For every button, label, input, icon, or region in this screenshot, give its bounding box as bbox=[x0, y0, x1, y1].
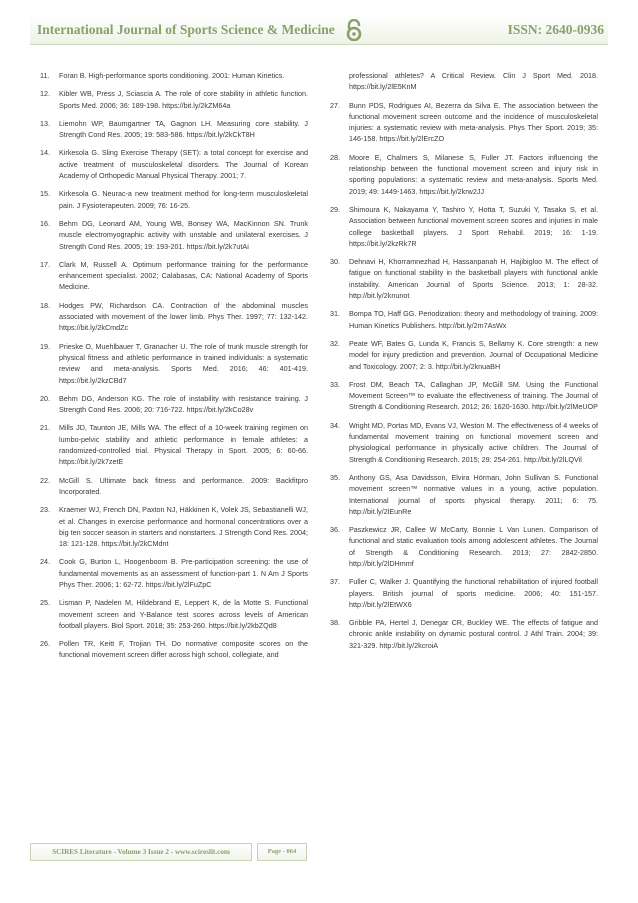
reference-item bbox=[40, 259, 308, 293]
reference-number: 20. bbox=[40, 393, 50, 403]
reference-number: 12. bbox=[40, 89, 50, 99]
reference-text: Frost DM, Beach TA, Callaghan JP, McGill SM. Using the Functional Movement Screen™ to evaluate the effectiveness of training. The Journal of Strength & Conditioning Research. 2012; 26: 1620-1630. http://bit.ly/2lMeUOP bbox=[349, 379, 598, 412]
reference-number: 31. bbox=[330, 309, 340, 319]
open-access-icon bbox=[345, 19, 363, 41]
reference-number: 16. bbox=[40, 218, 50, 228]
reference-text: Liemohn WP, Baumgartner TA, Gagnon LH. Measuring core stability. J Strength Cond Res. 2005; 19: 583-586. https://bit.ly/2kCkT8H bbox=[59, 118, 308, 140]
reference-item bbox=[40, 504, 308, 549]
reference-number: 19. bbox=[40, 341, 50, 351]
reference-number: 15. bbox=[40, 189, 50, 199]
reference-text: Moore E, Chalmers S, Milanese S, Fuller JT. Factors influencing the relationship between the functional movement screen and injury risk in sporting populations: a systematic review and meta-analysis. Sports Med. 2019; 49: 1449-1463. https://bit.ly/2krw2JJ bbox=[349, 152, 598, 196]
reference-number: 33. bbox=[330, 379, 340, 389]
reference-number: 28. bbox=[330, 152, 340, 162]
reference-item bbox=[330, 204, 598, 249]
reference-number: 21. bbox=[40, 423, 50, 433]
reference-number: 13. bbox=[40, 118, 50, 128]
reference-text: Shimoura K, Nakayama Y, Tashiro Y, Hotta T, Suzuki Y, Tasaka S, et al. Association between functional movement screen scores and injuries in male college basketball players. J Sport Rehabil. 2019; 16: 1-19. https://bit.ly/2kzRk7R bbox=[349, 204, 598, 248]
journal-title: International Journal of Sports Science & Medicine bbox=[37, 22, 335, 37]
footer-publisher: SCIRES Literature - Volume 3 Issue 2 - www.scireslit.com bbox=[30, 843, 252, 861]
reference-item bbox=[330, 308, 598, 331]
reference-item bbox=[40, 597, 308, 631]
reference-item bbox=[330, 472, 598, 517]
reference-text: Behm DG, Leonard AM, Young WB, Bonsey WA, MacKinnon SN. Trunk muscle electromyographic activity with unstable and unilateral exercises. J Strength Cond Res. 2005; 19: 193-201. https://bit.ly/2k7utAi bbox=[59, 218, 308, 251]
reference-number: 26. bbox=[40, 639, 50, 649]
reference-text: Kraemer WJ, French DN, Paxton NJ, Häkkinen K, Volek JS, Sebastianelli WJ, et al. Changes in exercise performance and hormonal concentrations over a big ten soccer season in starters and nonstarters. J Strength Cond Res. 2004; 18: 121-128. https://bit.ly/2kCMdnt bbox=[59, 505, 308, 549]
reference-number: 37. bbox=[330, 577, 340, 587]
reference-number: 27. bbox=[330, 100, 340, 110]
reference-text: Pollen TR, Keitt F, Trojian TH. Do normative composite scores on the functional movement screen differ across high school, collegiate, and bbox=[59, 639, 308, 660]
reference-number: 23. bbox=[40, 505, 50, 515]
reference-number: 22. bbox=[40, 475, 50, 485]
reference-text: Bompa TO, Haff GG. Periodization: theory and methodology of training. 2009: Human Kinetics Publishers. http://bit.ly/2m7AsWx bbox=[349, 309, 598, 330]
reference-item bbox=[40, 556, 308, 590]
reference-item bbox=[330, 379, 598, 413]
reference-text: professional athletes? A Critical Review. Clin J Sport Med. 2018. https://bit.ly/2lE5KnM bbox=[349, 71, 598, 92]
reference-text: Cook G, Burton L, Hoogenboom B. Pre-participation screening: the use of fundamental movements as an assessment of function-part 1. N Am J Sports Phys Ther. 2006; 1: 62-72. https://bit.ly/2lFuZpC bbox=[59, 557, 308, 589]
reference-text: Bunn PDS, Rodrigues AI, Bezerra da Silva E. The association between the functional movement screen outcome and the incidence of musculoskeletal injuries: a systematic review with meta-analysis. Phys Ther Sport. 2019; 35: 146-158. https://bit.ly/2lErcZO bbox=[349, 100, 598, 144]
reference-number: 34. bbox=[330, 420, 340, 430]
reference-number: 30. bbox=[330, 257, 340, 267]
reference-item bbox=[40, 88, 308, 111]
reference-item bbox=[330, 524, 598, 569]
references-right-column bbox=[330, 70, 598, 658]
reference-text: Paszkewicz JR, Callee W McCarty, Bonnie L Van Lunen. Comparison of functional and static evaluation tools among adolescent athletes. The Journal of Strength & Conditioning Research. 2013; 27: 2842-2850. http://bit.ly/2lDHmmf bbox=[349, 525, 598, 568]
reference-number: 25. bbox=[40, 598, 50, 608]
reference-number: 14. bbox=[40, 148, 50, 158]
reference-item bbox=[40, 422, 308, 467]
reference-number: 29. bbox=[330, 204, 340, 214]
references-left-column bbox=[40, 70, 308, 668]
reference-item bbox=[40, 300, 308, 334]
reference-text: McGill S. Ultimate back fitness and performance. 2009: Backfitpro Incorporated. bbox=[59, 475, 308, 496]
reference-text: Fuller C, Walker J. Quantifying the functional rehabilitation of injured football players. British journal of sports medicine. 2006; 40: 151-157. http://bit.ly/2lEtWX6 bbox=[349, 577, 598, 609]
page-footer bbox=[30, 843, 315, 859]
reference-item bbox=[40, 218, 308, 252]
reference-text: Dehnavi H, Khorramnezhad H, Hassanpanah H, Hajibigloo M. The effect of fatigue on functional stability in the basketball players with functional ankle instability. American Journal of Sports Science. 2013; 1: 28-32. http://bit.ly/2knunot bbox=[349, 257, 598, 301]
reference-text: Prieske O, Muehlbauer T, Granacher U. The role of trunk muscle strength for physical fitness and athletic performance in trained individuals: a systematic review and meta-analysis. Sports Med. 2016; 46: 401-419. https://bit.ly/2kzCBd7 bbox=[59, 341, 308, 385]
reference-item bbox=[40, 393, 308, 416]
reference-item bbox=[40, 147, 308, 181]
reference-text: Foran B. High-performance sports conditioning. 2001: Human Kinetics. bbox=[59, 71, 285, 80]
reference-item bbox=[330, 100, 598, 145]
reference-text: Kirkesola G. Sling Exercise Therapy (SET): a total concept for exercise and active treatment of musculoskeletal disorders. The Journal of Korean Academy of Orthopedic Manual Physical Therapy. 2001; 7. bbox=[59, 148, 308, 181]
reference-number: 35. bbox=[330, 472, 340, 482]
reference-item bbox=[40, 475, 308, 498]
reference-item bbox=[40, 188, 308, 211]
reference-text: Hodges PW, Richardson CA. Contraction of the abdominal muscles associated with movement of the lower limb. Phys Ther. 1997; 77: 132-142. https://bit.ly/2kCmdZc bbox=[59, 300, 308, 333]
reference-text: Lisman P, Nadelen M, Hildebrand E, Leppert K, de la Motte S. Functional movement screen and Y-Balance test scores across levels of American football players. Biol Sport. 2018; 35: 253-260. https://bit.ly/2kbZQd8 bbox=[59, 598, 308, 630]
reference-item bbox=[330, 256, 598, 301]
issn-label: ISSN: 2640-0936 bbox=[507, 22, 604, 37]
reference-text: Clark M, Russell A. Optimum performance training for the performance enhancement specialist. 2002; Calabasas, CA: National Academy of Sports Medicine. bbox=[59, 259, 308, 292]
reference-item bbox=[40, 118, 308, 141]
reference-item bbox=[330, 70, 598, 93]
reference-text: Wright MD, Portas MD, Evans VJ, Weston M. The effectiveness of 4 weeks of fundamental movement training on functional movement screen and physiological performance in physically active children. The Journal of Strength & Conditioning Research. 2015; 29: 254-261. http://bit.ly/2lLQVil bbox=[349, 420, 598, 464]
reference-text: Kibler WB, Press J, Sciascia A. The role of core stability in athletic function. Sports Med. 2006; 36: 189-198. https://bit.ly/2kZM64a bbox=[59, 89, 308, 110]
reference-number: 11. bbox=[40, 71, 50, 80]
reference-number: 38. bbox=[330, 618, 340, 628]
reference-item bbox=[330, 152, 598, 197]
journal-header bbox=[30, 16, 608, 45]
reference-number: 24. bbox=[40, 557, 50, 567]
reference-text: Mills JD, Taunton JE, Mills WA. The effect of a 10-week training regimen on lumbo-pelvic stability and athletic performance in female athletes: a randomized-controlled trial. Physical Therapy in Sport. 2005; 6: 60-66. https://bit.ly/2k7zetE bbox=[59, 423, 308, 467]
reference-text: Anthony GS, Asa Davidsson, Elvira Hörman, John Sullivan S. Functional movement screen™ normative values in a young, active population. International journal of sports physical therapy. 2011; 6: 75. http://bit.ly/2lEunRe bbox=[349, 472, 598, 516]
reference-number: 32. bbox=[330, 338, 340, 348]
reference-item bbox=[330, 576, 598, 610]
reference-number: 36. bbox=[330, 525, 340, 535]
reference-item bbox=[330, 338, 598, 372]
reference-item bbox=[40, 341, 308, 386]
reference-text: Behm DG, Anderson KG. The role of instability with resistance training. J Strength Cond Res. 2006; 20: 716-722. https://bit.ly/2kCo28v bbox=[59, 393, 308, 415]
reference-item bbox=[330, 617, 598, 651]
reference-number: 17. bbox=[40, 259, 50, 269]
reference-item bbox=[330, 420, 598, 465]
reference-item bbox=[40, 70, 308, 81]
reference-number: 18. bbox=[40, 300, 50, 310]
reference-text: Gribble PA, Hertel J, Denegar CR, Buckley WE. The effects of fatigue and chronic ankle instability on dynamic postural control. J Athl Train. 2004; 39: 321-329. http://bit.ly/2kcroiA bbox=[349, 618, 598, 650]
reference-text: Kirkesola G. Neurac-a new treatment method for long-term musculoskeletal pain. J Fysioterapeuten. 2009; 76: 16-25. bbox=[59, 189, 308, 210]
reference-text: Peate WF, Bates G, Lunda K, Francis S, Bellamy K. Core strength: a new model for injury prediction and prevention. Journal of Occupational Medicine and Toxicology. 2007; 2: 3. http://bit.ly/2knuaBH bbox=[349, 338, 598, 371]
page-number: Page - 064 bbox=[257, 843, 307, 861]
reference-item bbox=[40, 638, 308, 661]
